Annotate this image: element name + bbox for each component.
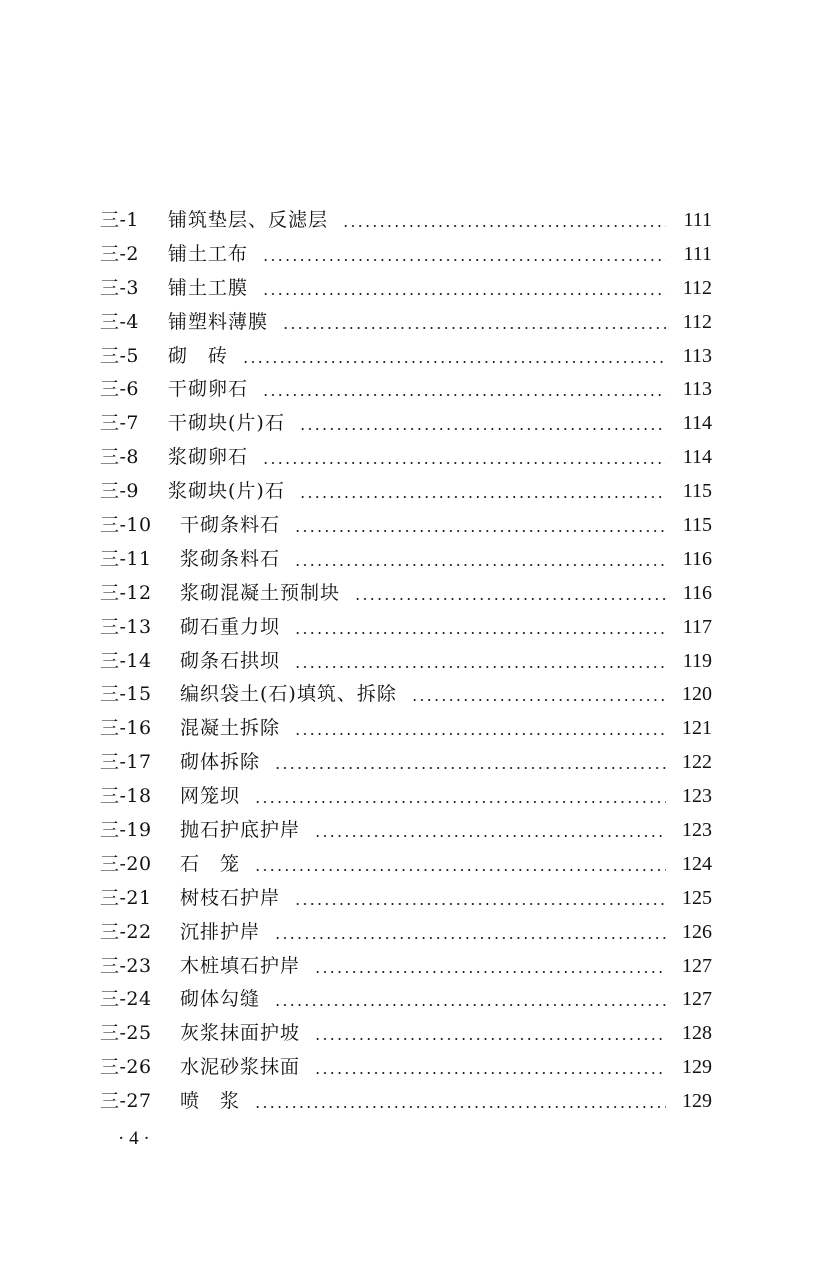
toc-entry[interactable] [100,475,712,509]
toc-entry-title: 砌体勾缝 [180,988,261,1011]
toc-entry-title: 铺土工布 [168,242,249,265]
toc-entry-number: 三-3 [100,276,140,299]
toc-entry-page: 114 [682,446,712,469]
dot-leader [262,462,666,464]
dot-leader [314,835,666,837]
toc-entry-title: 砌条石拱坝 [180,649,281,672]
toc-entry-page: 127 [682,954,712,977]
toc-entry-page: 121 [682,717,712,740]
toc-entry-title: 网笼坝 [180,785,241,808]
dot-leader [294,564,666,566]
toc-entry-number: 三-10 [100,514,152,537]
toc-entry-title: 铺塑料薄膜 [168,310,269,333]
toc-entry-number: 三-23 [100,954,152,977]
toc-entry[interactable] [100,373,712,407]
toc-entry-number: 三-6 [100,378,140,401]
toc-entry[interactable] [100,204,712,238]
toc-entry[interactable] [100,543,712,577]
toc-entry-title: 抛石护底护岸 [180,819,301,842]
toc-entry-page: 129 [682,1090,712,1113]
toc-entry-title: 干砌卵石 [168,378,249,401]
toc-entry-title: 砌 砖 [168,344,229,367]
dot-leader [262,293,666,295]
dot-leader [274,767,666,769]
toc-entry-number: 三-4 [100,310,140,333]
toc-entry[interactable] [100,645,712,679]
toc-entry-title: 浆砌条料石 [180,547,281,570]
toc-entry-number: 三-27 [100,1090,152,1113]
dot-leader [254,1106,666,1108]
toc-entry-page: 122 [682,751,712,774]
dot-leader [254,869,666,871]
toc-entry[interactable] [100,441,712,475]
toc-entry-number: 三-21 [100,886,152,909]
toc-entry-page: 117 [682,615,712,638]
toc-entry-number: 三-22 [100,920,152,943]
toc-entry-number: 三-14 [100,649,152,672]
toc-entry[interactable] [100,814,712,848]
dot-leader [299,496,666,498]
toc-entry[interactable] [100,712,712,746]
toc-entry-number: 三-24 [100,988,152,1011]
toc-entry[interactable] [100,407,712,441]
dot-leader [294,903,666,905]
toc-entry-title: 砌石重力坝 [180,615,281,638]
dot-leader [254,801,666,803]
toc-entry-title: 木桩填石护岸 [180,954,301,977]
table-of-contents [100,204,712,1119]
toc-entry-page: 115 [682,480,712,503]
toc-entry-page: 128 [682,1022,712,1045]
toc-entry-title: 浆砌混凝土预制块 [180,581,341,604]
toc-entry-number: 三-5 [100,344,140,367]
toc-entry[interactable] [100,950,712,984]
toc-entry-number: 三-25 [100,1022,152,1045]
toc-entry-page: 125 [682,886,712,909]
toc-entry-number: 三-12 [100,581,152,604]
toc-entry-title: 砌体拆除 [180,751,261,774]
toc-entry-number: 三-7 [100,412,140,435]
toc-entry-title: 干砌条料石 [180,514,281,537]
toc-entry[interactable] [100,611,712,645]
toc-entry-page: 112 [682,276,712,299]
toc-entry[interactable] [100,882,712,916]
toc-entry[interactable] [100,916,712,950]
toc-entry-number: 三-11 [100,547,152,570]
toc-entry[interactable] [100,238,712,272]
toc-entry-number: 三-9 [100,480,140,503]
toc-entry-page: 115 [682,514,712,537]
dot-leader [274,1004,666,1006]
dot-leader [411,699,666,701]
toc-entry-page: 116 [682,547,712,570]
toc-entry-page: 120 [682,683,712,706]
toc-entry-page: 127 [682,988,712,1011]
dot-leader [314,1072,666,1074]
toc-entry-number: 三-8 [100,446,140,469]
toc-entry-number: 三-17 [100,751,152,774]
toc-entry-page: 126 [682,920,712,943]
dot-leader [342,225,666,227]
toc-entry-page: 129 [682,1056,712,1079]
toc-entry-number: 三-1 [100,209,140,231]
dot-leader [294,632,666,634]
toc-entry-page: 111 [683,209,712,231]
page-number: · 4 · [118,1128,150,1149]
toc-entry-number: 三-18 [100,785,152,808]
toc-entry[interactable] [100,848,712,882]
toc-entry-page: 124 [682,852,712,875]
toc-entry-title: 铺土工膜 [168,276,249,299]
toc-entry-title: 喷 浆 [180,1090,241,1113]
toc-entry-page: 116 [682,581,712,604]
toc-entry-title: 石 笼 [180,852,241,875]
toc-entry-page: 113 [682,344,712,367]
toc-entry-title: 浆砌卵石 [168,446,249,469]
toc-entry[interactable] [100,1085,712,1119]
dot-leader [274,937,666,939]
toc-entry-title: 干砌块(片)石 [168,412,285,435]
toc-entry-title: 沉排护岸 [180,920,261,943]
toc-entry-number: 三-20 [100,852,152,875]
dot-leader [314,1038,666,1040]
toc-entry-title: 灰浆抹面护坡 [180,1022,301,1045]
toc-entry-title: 铺筑垫层、反滤层 [168,209,329,231]
dot-leader [262,394,666,396]
toc-entry-number: 三-2 [100,242,140,265]
dot-leader [314,971,666,973]
toc-entry[interactable] [100,983,712,1017]
toc-entry-page: 111 [683,242,712,265]
toc-entry-title: 混凝土拆除 [180,717,281,740]
toc-entry-number: 三-16 [100,717,152,740]
toc-entry[interactable] [100,509,712,543]
dot-leader [294,666,666,668]
toc-entry[interactable] [100,272,712,306]
toc-entry[interactable] [100,746,712,780]
toc-entry[interactable] [100,678,712,712]
dot-leader [294,530,666,532]
dot-leader [282,327,666,329]
toc-entry-page: 119 [682,649,712,672]
toc-entry-page: 123 [682,819,712,842]
dot-leader [294,733,666,735]
toc-entry-number: 三-13 [100,615,152,638]
toc-entry[interactable] [100,780,712,814]
dot-leader [242,361,666,363]
toc-entry-page: 113 [682,378,712,401]
toc-entry[interactable] [100,577,712,611]
toc-entry[interactable] [100,1051,712,1085]
toc-entry-number: 三-19 [100,819,152,842]
toc-entry-page: 114 [682,412,712,435]
dot-leader [262,259,666,261]
toc-entry[interactable] [100,340,712,374]
toc-entry[interactable] [100,1017,712,1051]
dot-leader [299,428,666,430]
toc-entry-title: 浆砌块(片)石 [168,480,285,503]
dot-leader [354,598,666,600]
toc-entry-number: 三-26 [100,1056,152,1079]
toc-entry-title: 编织袋土(石)填筑、拆除 [180,683,397,706]
toc-entry[interactable] [100,306,712,340]
toc-entry-page: 112 [682,310,712,333]
toc-entry-number: 三-15 [100,683,152,706]
toc-entry-page: 123 [682,785,712,808]
toc-entry-title: 树枝石护岸 [180,886,281,909]
toc-entry-title: 水泥砂浆抹面 [180,1056,301,1079]
